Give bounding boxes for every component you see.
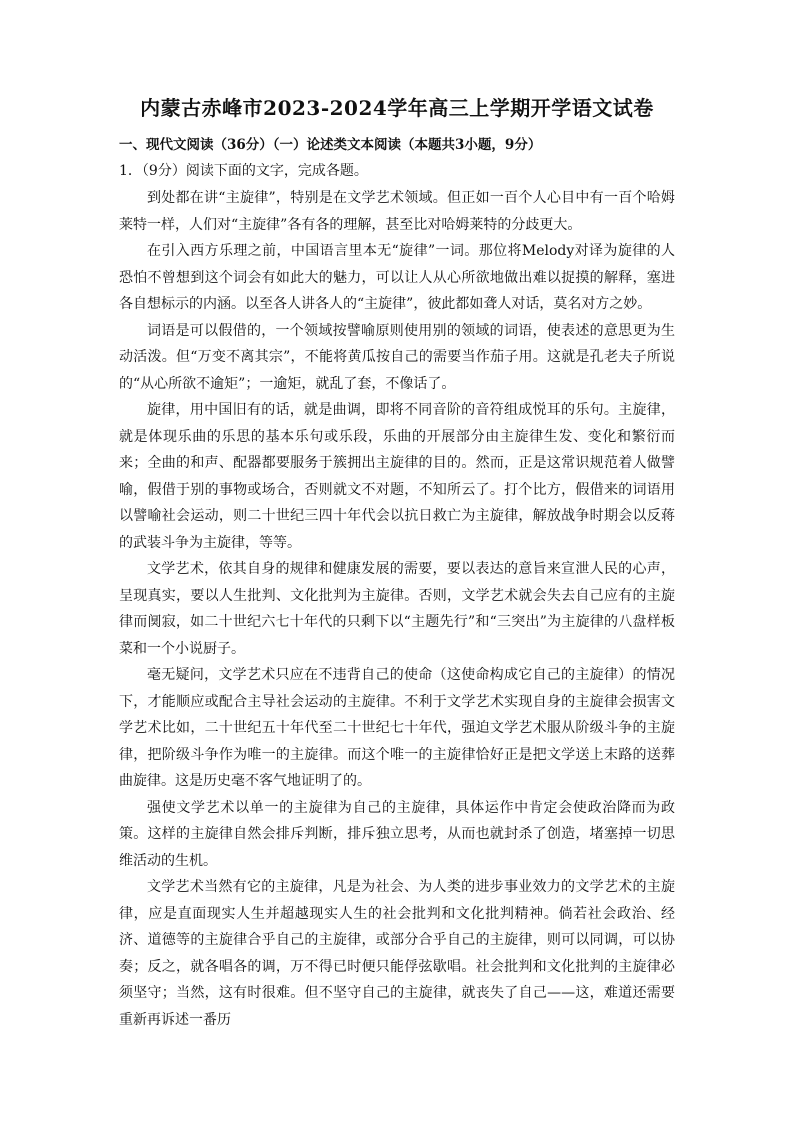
- passage-paragraph: 毫无疑问，文学艺术只应在不违背自己的使命（这使命构成它自己的主旋律）的情况下，才能顺应或配合主导社会运动的主旋律。不利于文学艺术实现自身的主旋律会损害文学艺术比如，二十世纪五十年代至二十世纪七十年代，强迫文学艺术服从阶级斗争的主旋律，把阶级斗争作为唯一的主旋律。而这个唯一的主旋律恰好正是把文学送上末路的送葬曲旋律。这是历史毫不客气地证明了的。: [119, 667, 675, 789]
- passage-paragraph: 文学艺术当然有它的主旋律，凡是为社会、为人类的进步事业效力的文学艺术的主旋律，应是直面现实人生并超越现实人生的社会批判和文化批判精神。倘若社会政治、经济、道德等的主旋律合乎自己的主旋律，或部分合乎自己的主旋律，则可以同调，可以协奏；反之，就各唱各的调，万不得已时便只能俘弦歇唱。社会批判和文化批判的主旋律必须坚守；当然，这有时很难。但不坚守自己的主旋律，就丧失了自己——这，难道还需要重新再诉述一番历: [119, 879, 675, 1028]
- section-header: 一、现代文阅读（36分）（一）论述类文本阅读（本题共3小题，9分）: [119, 137, 542, 153]
- passage-paragraph: 到处都在讲“主旋律”，特别是在文学艺术领域。但正如一百个人心目中有一百个哈姆莱特一样，人们对“主旋律”各有各的理解，甚至比对哈姆莱特的分歧更大。: [119, 190, 675, 233]
- question-intro: 1．（9分）阅读下面的文字，完成各题。: [119, 163, 368, 179]
- passage-paragraph: 强使文学艺术以单一的主旋律为自己的主旋律，具体运作中肯定会使政治降而为政策。这样的主旋律自然会排斥判断，排斥独立思考，从而也就封杀了创造，堵塞掉一切思维活动的生机。: [119, 799, 675, 869]
- passage-paragraph: 旋律，用中国旧有的话，就是曲调，即将不同音阶的音符组成悦耳的乐句。主旋律，就是体现乐曲的乐思的基本乐句或乐段，乐曲的开展部分由主旋律生发、变化和繁衍而来；全曲的和声、配器都要服务于簇拥出主旋律的目的。然而，正是这常识规范着人做譬喻，假借于别的事物或场合，否则就文不对题，不知所云了。打个比方，假借来的词语用以譬喻社会运动，则二十世纪三四十年代会以抗日救亡为主旋律，解放战争时期会以反蒋的武装斗争为主旋律，等等。: [119, 402, 675, 551]
- passage-paragraph: 文学艺术，依其自身的规律和健康发展的需要，要以表达的意旨来宣泄人民的心声，呈现真实，要以人生批判、文化批判为主旋律。否则，文学艺术就会失去自己应有的主旋律而阒寂，如二十世纪六七十年代的只剩下以“主题先行”和“三突出”为主旋律的八盘样板菜和一个小说厨子。: [119, 561, 675, 657]
- reading-passage: [119, 185, 675, 1033]
- passage-paragraph: 词语是可以假借的，一个领域按譬喻原则使用别的领域的词语，使表述的意思更为生动活泼。但“万变不离其宗”，不能将黄瓜按自己的需要当作茄子用。这就是孔老夫子所说的“从心所欲不逾矩”；一逾矩，就乱了套，不像话了。: [119, 322, 675, 392]
- page-title: 内蒙古赤峰市2023-2024学年高三上学期开学语文试卷: [140, 96, 654, 120]
- passage-paragraph: 在引入西方乐理之前，中国语言里本无“旋律”一词。那位将Melody对译为旋律的人恐怕不曾想到这个词会有如此大的魅力，可以让人从心所欲地做出难以捉摸的解释，塞进各自想标示的内涵。以至各人讲各人的“主旋律”，彼此都如聋人对话，莫名对方之妙。: [119, 243, 675, 312]
